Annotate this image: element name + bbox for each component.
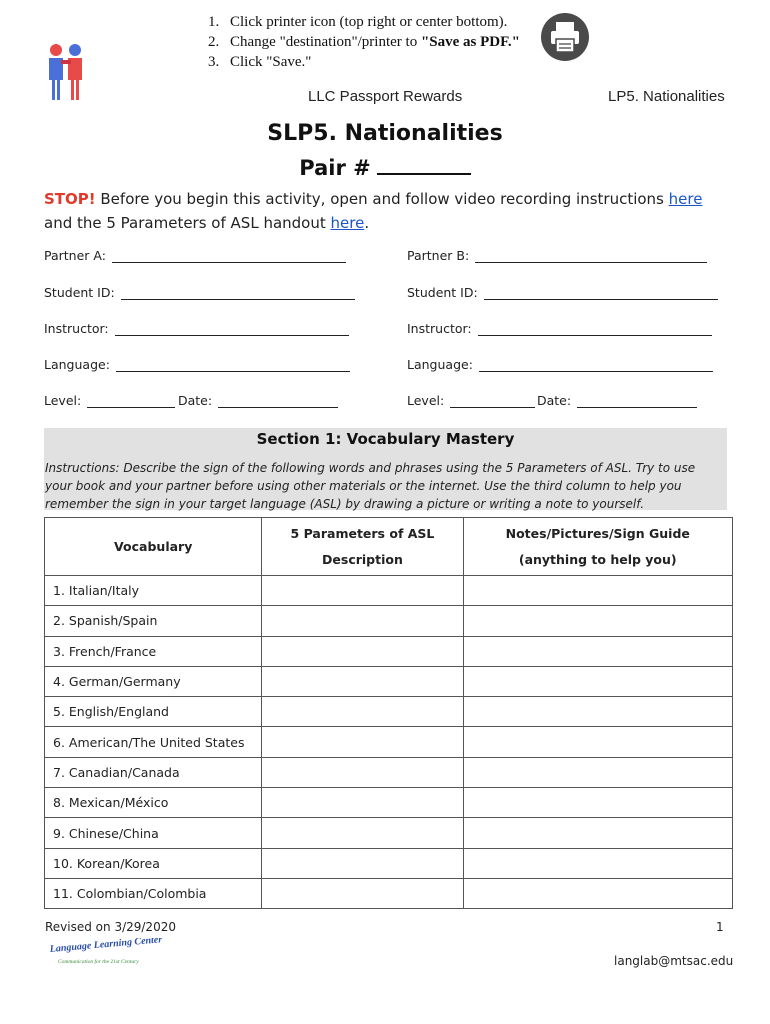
instruction-step-2: 2. Change "destination"/printer to "Save as PDF." — [208, 34, 520, 50]
student-id-b-field: Student ID: — [407, 285, 718, 300]
people-icon — [45, 42, 87, 102]
partner-a-blank[interactable] — [112, 250, 346, 263]
pair-number-blank[interactable] — [377, 155, 471, 175]
table-row — [45, 576, 733, 606]
description-cell[interactable] — [262, 818, 463, 848]
instructor-a-blank[interactable] — [115, 323, 349, 336]
description-cell[interactable] — [262, 606, 463, 636]
instructor-b-blank[interactable] — [478, 323, 712, 336]
level-a-field: Level: — [44, 393, 175, 408]
notes-cell[interactable] — [463, 818, 733, 848]
table-row — [45, 878, 733, 908]
svg-text:Communication for the 21st Cen: Communication for the 21st Century — [58, 959, 139, 965]
partner-a-field: Partner A: — [44, 248, 346, 263]
level-b-blank[interactable] — [450, 395, 535, 408]
print-instructions — [208, 12, 520, 72]
table-row — [45, 636, 733, 666]
vocab-cell: 11. Colombian/Colombia — [45, 878, 262, 908]
instruction-step-3: 3. Click "Save." — [208, 54, 312, 70]
vocab-cell: 4. German/Germany — [45, 666, 262, 696]
table-header-row — [45, 518, 733, 576]
instructor-b-field: Instructor: — [407, 321, 712, 336]
instruction-step-1: 1. Click printer icon (top right or center bottom). — [208, 14, 508, 30]
date-a-blank[interactable] — [218, 395, 338, 408]
language-a-field: Language: — [44, 357, 350, 372]
stop-notice: STOP! Before you begin this activity, open and follow video recording instructions here and the 5 Parameters of ASL handout here. — [44, 190, 703, 232]
vocab-cell: 5. English/England — [45, 697, 262, 727]
pair-number: Pair # — [0, 155, 770, 180]
notes-cell[interactable] — [463, 848, 733, 878]
revised-date: Revised on 3/29/2020 — [45, 920, 176, 934]
language-learning-center-logo — [48, 938, 168, 968]
student-id-a-blank[interactable] — [121, 287, 355, 300]
table-row — [45, 848, 733, 878]
description-cell[interactable] — [262, 848, 463, 878]
svg-text:Language Learning Center: Language Learning Center — [49, 938, 163, 955]
vocab-cell: 6. American/The United States — [45, 727, 262, 757]
notes-cell[interactable] — [463, 788, 733, 818]
asl-parameters-link[interactable]: here — [330, 214, 365, 232]
table-row — [45, 666, 733, 696]
language-b-blank[interactable] — [479, 359, 713, 372]
description-cell[interactable] — [262, 576, 463, 606]
student-id-b-blank[interactable] — [484, 287, 718, 300]
description-cell[interactable] — [262, 788, 463, 818]
table-row — [45, 606, 733, 636]
table-row — [45, 757, 733, 787]
notes-cell[interactable] — [463, 727, 733, 757]
table-row — [45, 788, 733, 818]
table-row — [45, 818, 733, 848]
level-a-blank[interactable] — [87, 395, 175, 408]
print-button[interactable] — [541, 13, 589, 61]
description-cell[interactable] — [262, 697, 463, 727]
student-id-a-field: Student ID: — [44, 285, 355, 300]
contact-email: langlab@mtsac.edu — [614, 954, 734, 968]
header-program: LLC Passport Rewards — [308, 88, 463, 105]
vocab-cell: 10. Korean/Korea — [45, 848, 262, 878]
description-cell[interactable] — [262, 878, 463, 908]
column-header-parameters: 5 Parameters of ASL Description — [262, 518, 463, 576]
stop-label: STOP! — [44, 190, 96, 208]
instructor-a-field: Instructor: — [44, 321, 349, 336]
page-title: SLP5. Nationalities — [267, 121, 503, 146]
notes-cell[interactable] — [463, 576, 733, 606]
column-header-vocabulary: Vocabulary — [45, 518, 262, 576]
description-cell[interactable] — [262, 636, 463, 666]
description-cell[interactable] — [262, 757, 463, 787]
vocab-cell: 8. Mexican/México — [45, 788, 262, 818]
partner-b-blank[interactable] — [475, 250, 707, 263]
vocab-cell: 7. Canadian/Canada — [45, 757, 262, 787]
vocabulary-table — [44, 517, 733, 909]
vocab-cell: 3. French/France — [45, 636, 262, 666]
partner-b-field: Partner B: — [407, 248, 707, 263]
notes-cell[interactable] — [463, 697, 733, 727]
date-b-field: Date: — [537, 393, 697, 408]
page-number: 1 — [716, 920, 724, 934]
printer-icon — [541, 13, 589, 61]
vocab-cell: 9. Chinese/China — [45, 818, 262, 848]
section-instructions: Instructions: Describe the sign of the following words and phrases using the 5 Parameters of ASL. Try to use your book and your partner before using other materials or the internet. Use the third column to help you remember the sign in your target language (ASL) by drawing a picture or writing a note to yourself. — [45, 461, 696, 511]
language-a-blank[interactable] — [116, 359, 350, 372]
notes-cell[interactable] — [463, 666, 733, 696]
header-lesson: LP5. Nationalities — [608, 88, 725, 105]
description-cell[interactable] — [262, 666, 463, 696]
notes-cell[interactable] — [463, 757, 733, 787]
date-a-field: Date: — [178, 393, 338, 408]
description-cell[interactable] — [262, 727, 463, 757]
notes-cell[interactable] — [463, 878, 733, 908]
notes-cell[interactable] — [463, 636, 733, 666]
video-instructions-link[interactable]: here — [668, 190, 703, 208]
level-b-field: Level: — [407, 393, 535, 408]
date-b-blank[interactable] — [577, 395, 697, 408]
language-b-field: Language: — [407, 357, 713, 372]
table-row — [45, 697, 733, 727]
section-title: Section 1: Vocabulary Mastery — [256, 430, 515, 448]
notes-cell[interactable] — [463, 606, 733, 636]
table-row — [45, 727, 733, 757]
vocab-cell: 2. Spanish/Spain — [45, 606, 262, 636]
vocab-cell: 1. Italian/Italy — [45, 576, 262, 606]
column-header-notes: Notes/Pictures/Sign Guide (anything to help you) — [463, 518, 733, 576]
